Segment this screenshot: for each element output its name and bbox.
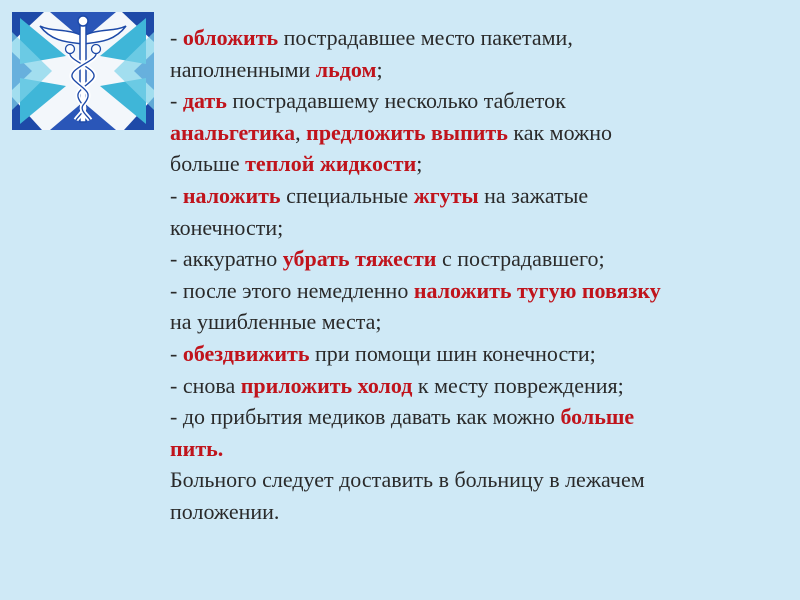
highlighted-text: льдом xyxy=(315,56,377,82)
text-segment: с пострадавшего; xyxy=(436,246,605,272)
text-segment: - xyxy=(170,182,183,208)
text-segment: положении. xyxy=(170,498,280,524)
caduceus-emblem-icon xyxy=(12,12,154,130)
text-line xyxy=(170,85,770,117)
text-segment: - xyxy=(170,340,183,366)
text-segment: на ушибленные места; xyxy=(170,309,382,335)
text-line xyxy=(170,148,770,180)
text-segment: на зажатые xyxy=(478,182,589,208)
text-line xyxy=(170,275,770,307)
highlighted-text: убрать тяжести xyxy=(282,246,437,272)
text-line xyxy=(170,496,770,528)
highlighted-text: приложить холод xyxy=(240,372,413,398)
text-segment: пострадавшему несколько таблеток xyxy=(226,88,566,114)
highlighted-text: жгуты xyxy=(413,182,479,208)
instructions-text xyxy=(170,22,770,528)
text-segment: - снова xyxy=(170,372,241,398)
text-line xyxy=(170,338,770,370)
text-segment: - xyxy=(170,88,183,114)
text-line xyxy=(170,54,770,86)
text-line xyxy=(170,464,770,496)
text-segment: - до прибытия медиков давать как можно xyxy=(170,404,561,430)
text-segment: пострадавшее место пакетами, xyxy=(278,25,573,50)
text-segment: наполненными xyxy=(170,56,316,82)
text-segment: специальные xyxy=(280,182,414,208)
text-segment: как можно xyxy=(507,119,613,145)
text-line xyxy=(170,180,770,212)
highlighted-text: пить. xyxy=(170,435,224,461)
text-segment: - xyxy=(170,25,183,50)
text-segment: Больного следует доставить в больницу в лежачем xyxy=(170,467,645,493)
text-segment: к месту повреждения; xyxy=(412,372,624,398)
text-line xyxy=(170,22,770,54)
highlighted-text: наложить тугую повязку xyxy=(413,277,661,303)
text-line xyxy=(170,243,770,275)
text-segment: - аккуратно xyxy=(170,246,283,272)
highlighted-text: больше xyxy=(560,404,635,430)
text-line xyxy=(170,370,770,402)
text-line xyxy=(170,401,770,433)
text-segment: - после этого немедленно xyxy=(170,277,414,303)
highlighted-text: обложить xyxy=(182,25,279,50)
text-line xyxy=(170,306,770,338)
highlighted-text: наложить xyxy=(182,182,281,208)
text-segment: конечности; xyxy=(170,214,284,240)
highlighted-text: дать xyxy=(182,88,227,114)
highlighted-text: анальгетика xyxy=(170,119,296,145)
text-segment: больше xyxy=(170,151,246,177)
text-line xyxy=(170,212,770,244)
highlighted-text: предложить выпить xyxy=(306,119,508,145)
text-segment: при помощи шин конечности; xyxy=(309,340,596,366)
text-line xyxy=(170,433,770,465)
text-segment: , xyxy=(295,119,307,145)
highlighted-text: обездвижить xyxy=(182,340,310,366)
highlighted-text: теплой жидкости xyxy=(245,151,417,177)
text-segment: ; xyxy=(416,151,423,177)
text-segment: ; xyxy=(376,56,383,82)
text-line xyxy=(170,117,770,149)
